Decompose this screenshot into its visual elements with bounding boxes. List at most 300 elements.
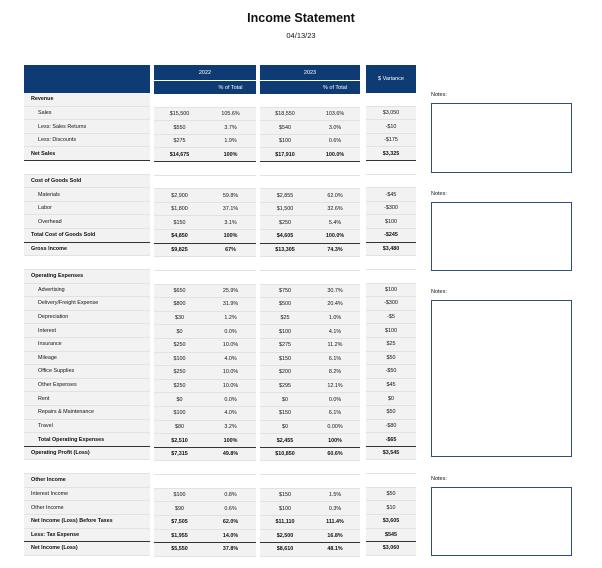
table-row: [366, 215, 416, 229]
table-row: [24, 243, 150, 257]
value-2023: $540: [279, 124, 291, 131]
table-row: [24, 120, 150, 134]
percent-2022: 4.0%: [224, 355, 237, 362]
table-row: [154, 448, 256, 462]
statement-date: 04/13/23: [286, 31, 316, 40]
percent-2022: 105.6%: [221, 110, 240, 117]
percent-2023: 0.3%: [328, 505, 342, 512]
variance-value: $50: [386, 409, 396, 416]
value-2023: $18,550: [275, 110, 295, 117]
table-row: [260, 312, 360, 326]
value-2022: $800: [173, 301, 186, 308]
table-row: [260, 339, 360, 353]
table-row: [366, 147, 416, 161]
table-row: [366, 433, 416, 447]
percent-2022: 37.1%: [222, 206, 239, 213]
table-row: [260, 366, 360, 380]
table-row: [24, 175, 150, 189]
percent-2022: 49.8%: [222, 451, 239, 458]
value-2022: $550: [173, 124, 186, 131]
table-row: [260, 516, 360, 530]
table-row: [24, 161, 150, 175]
variance-value: $50: [386, 490, 396, 497]
table-row: [154, 434, 256, 448]
table-row: [366, 175, 416, 189]
table-row: [366, 474, 416, 488]
table-row: [154, 530, 256, 544]
percent-2023: 4.1%: [328, 328, 342, 335]
table-row: [154, 502, 256, 516]
percent-2023: 48.1%: [327, 546, 343, 553]
percent-2023: 100.0%: [325, 233, 345, 240]
notes-box[interactable]: [431, 300, 572, 457]
variance-value: $3,480: [382, 246, 400, 252]
row-label: Cost of Goods Sold: [31, 177, 82, 184]
percent-2023: 74.3%: [327, 247, 343, 253]
notes-label: Notes:: [431, 92, 447, 98]
percent-2023: 111.4%: [326, 519, 344, 526]
table-row: [366, 229, 416, 243]
table-row: [24, 297, 150, 311]
value-2023: $25: [280, 315, 290, 322]
row-label: Total Operating Expenses: [38, 436, 105, 443]
percent-2022: 1.2%: [224, 315, 237, 322]
value-2023: $1,500: [276, 206, 294, 213]
value-2022: $30: [175, 315, 184, 322]
row-label: Total Cost of Goods Sold: [31, 232, 96, 239]
percent-2022: 0.0%: [224, 328, 237, 335]
table-row: [154, 285, 256, 299]
variance-value: $0: [388, 395, 394, 402]
table-row: [366, 297, 416, 311]
percent-2023: 20.4%: [327, 301, 343, 308]
table-row: [154, 135, 256, 149]
table-row: [260, 489, 360, 503]
table-row: [154, 353, 256, 367]
table-row: [260, 502, 360, 516]
table-row: [366, 338, 416, 352]
variance-value: -$300: [384, 300, 398, 307]
percent-2022: 25.9%: [222, 287, 239, 294]
value-2022: $250: [173, 342, 186, 349]
table-row: [366, 529, 416, 543]
percent-2022: 10.0%: [222, 383, 239, 390]
percent-2023: 103.6%: [325, 110, 345, 117]
value-2022: $90: [175, 505, 184, 512]
table-row: [260, 162, 360, 176]
table-row: [154, 475, 256, 489]
year-2022-block: [154, 65, 256, 557]
table-row: [24, 488, 150, 502]
table-row: [24, 270, 150, 284]
notes-label: Notes:: [431, 191, 447, 197]
variance-value: $100: [385, 286, 397, 293]
percent-2022: 100%: [223, 233, 238, 240]
percent-2022: 0.6%: [224, 505, 237, 512]
percent-2022: 59.8%: [222, 192, 239, 199]
table-row: [260, 353, 360, 367]
row-label: Other Income: [31, 477, 66, 484]
table-row: [24, 392, 150, 406]
percent-2022: 0.0%: [224, 396, 237, 403]
notes-box[interactable]: [431, 103, 572, 173]
table-row: [24, 256, 150, 270]
table-row: [154, 421, 256, 435]
variance-value: $3,605: [382, 518, 400, 525]
table-row: [260, 530, 360, 544]
percent-2023: 8.2%: [328, 369, 342, 376]
variance-value: -$175: [384, 137, 398, 144]
row-label: Depreciation: [38, 314, 69, 321]
table-row: [260, 230, 360, 244]
row-label: Labor: [38, 205, 52, 212]
value-2023: $295: [279, 383, 291, 390]
table-row: [366, 188, 416, 202]
value-2023: $500: [279, 301, 291, 308]
table-row: [260, 380, 360, 394]
percent-2023: 0.00%: [327, 423, 343, 430]
value-2022: $100: [173, 491, 186, 498]
row-label: Other Expenses: [38, 382, 77, 389]
table-row: [260, 407, 360, 421]
variance-value: $45: [386, 382, 396, 389]
table-row: [24, 311, 150, 325]
table-row: [24, 107, 150, 121]
table-row: [24, 365, 150, 379]
table-row: [260, 94, 360, 108]
row-label: Less: Tax Expense: [31, 531, 80, 538]
value-2023: $750: [279, 287, 291, 294]
table-row: [366, 515, 416, 529]
row-label: Operating Expenses: [31, 273, 84, 280]
row-label: Materials: [38, 191, 60, 198]
value-2022: $4,850: [171, 233, 188, 240]
variance-value: $3,060: [382, 545, 400, 552]
table-row: [154, 312, 256, 326]
table-row: [366, 107, 416, 121]
table-row: [154, 148, 256, 162]
table-row: [260, 189, 360, 203]
table-row: [24, 229, 150, 243]
value-2022: $275: [173, 138, 186, 145]
percent-2022: 10.0%: [222, 342, 239, 349]
variance-value: $545: [385, 531, 397, 538]
variance-value: -$5: [387, 314, 395, 321]
table-row: [154, 216, 256, 230]
variance-block: [366, 65, 416, 556]
value-2022: $15,500: [169, 110, 190, 117]
table-row: [154, 325, 256, 339]
table-row: [154, 162, 256, 176]
table-row: [24, 501, 150, 515]
table-row: [24, 188, 150, 202]
year-2022-subheader: [154, 80, 256, 94]
table-row: [24, 420, 150, 434]
table-row: [24, 474, 150, 488]
table-row: [366, 270, 416, 284]
value-2022: $14,675: [169, 151, 190, 158]
value-2023: $0: [282, 423, 288, 430]
table-row: [24, 202, 150, 216]
table-row: [24, 433, 150, 447]
percent-2023: 100.0%: [325, 151, 345, 158]
value-2023: $200: [279, 369, 291, 376]
table-row: [260, 216, 360, 230]
table-row: [366, 93, 416, 107]
table-row: [154, 407, 256, 421]
label-header: [24, 65, 150, 93]
table-row: [366, 420, 416, 434]
percent-2023: 1.5%: [328, 491, 342, 498]
table-row: [366, 161, 416, 175]
row-label: Repairs & Maintenance: [38, 409, 95, 416]
variance-value: $3,545: [382, 450, 400, 457]
table-row: [154, 176, 256, 190]
table-row: [24, 352, 150, 366]
variance-value: $10: [386, 504, 396, 511]
table-row: [260, 203, 360, 217]
table-row: [260, 148, 360, 162]
table-row: [260, 325, 360, 339]
value-2022: $250: [173, 369, 186, 376]
value-2023: $150: [279, 355, 291, 362]
value-2022: $100: [173, 410, 186, 417]
table-row: [366, 542, 416, 556]
row-label: Overhead: [38, 218, 62, 225]
table-row: [24, 460, 150, 474]
table-row: [260, 271, 360, 285]
value-2023: $2,455: [276, 437, 294, 444]
table-row: [24, 93, 150, 107]
table-row: [154, 108, 256, 122]
row-label: Delivery/Freight Expense: [38, 300, 99, 307]
row-label: Revenue: [31, 96, 54, 103]
row-label: Less: Sales Returns: [38, 123, 87, 130]
table-row: [24, 379, 150, 393]
row-label: Other Income: [31, 504, 64, 511]
table-row: [154, 489, 256, 503]
row-label: Office Supplies: [38, 368, 75, 375]
table-row: [24, 542, 150, 556]
table-row: [24, 529, 150, 543]
table-row: [366, 392, 416, 406]
percent-2022: 100%: [223, 437, 238, 444]
value-2023: $250: [279, 219, 291, 226]
table-row: [260, 475, 360, 489]
value-2023: $100: [279, 505, 291, 512]
table-row: [366, 488, 416, 502]
percent-2023: 12.1%: [327, 383, 343, 390]
value-2023: $0: [282, 396, 288, 403]
table-row: [24, 324, 150, 338]
table-row: [366, 365, 416, 379]
variance-value: -$300: [384, 205, 398, 212]
percent-2023: 62.0%: [327, 192, 343, 199]
row-label: Net Income (Loss): [31, 545, 78, 552]
value-2022: $2,900: [171, 192, 188, 199]
value-2022: $9,825: [171, 247, 188, 253]
variance-value: $100: [385, 218, 397, 225]
table-row: [260, 448, 360, 462]
year-2023-header: 2023: [260, 65, 360, 80]
variance-value: -$45: [385, 191, 397, 198]
value-2023: $100: [279, 328, 291, 335]
row-label: Less: Discounts: [38, 137, 77, 144]
percent-2023: 0.0%: [328, 396, 342, 403]
table-row: [260, 176, 360, 190]
percent-2022: 100%: [223, 151, 238, 158]
table-row: [260, 285, 360, 299]
percent-2022: 10.0%: [222, 369, 239, 376]
value-2023: $10,850: [275, 451, 295, 458]
percent-2022: 62.0%: [222, 519, 239, 526]
value-2023: $100: [279, 138, 291, 145]
table-row: [366, 256, 416, 270]
table-row: [366, 134, 416, 148]
value-2023: $2,500: [276, 532, 294, 539]
table-row: [24, 406, 150, 420]
percent-2022: 14.0%: [222, 532, 239, 539]
year-2022-header: 2022: [154, 65, 256, 80]
table-row: [366, 324, 416, 338]
percent-2022: 1.9%: [224, 138, 237, 145]
table-row: [260, 108, 360, 122]
table-row: [260, 543, 360, 557]
year-2023-pct-header: % of Total: [322, 84, 348, 91]
percent-2022: 67%: [225, 247, 236, 253]
value-2022: $2,510: [171, 437, 188, 444]
percent-2022: 3.7%: [224, 124, 237, 131]
percent-2023: 16.8%: [327, 532, 343, 539]
row-label: Rent: [38, 395, 50, 402]
table-row: [154, 94, 256, 108]
table-row: [154, 230, 256, 244]
table-row: [366, 406, 416, 420]
value-2022: $7,315: [171, 451, 188, 458]
value-2022: $7,505: [171, 519, 188, 526]
table-row: [366, 243, 416, 257]
table-row: [154, 203, 256, 217]
value-2022: $250: [173, 383, 186, 390]
row-label: Travel: [38, 422, 53, 429]
year-2023-block: [260, 65, 360, 557]
value-2022: $80: [175, 423, 184, 430]
percent-2022: 31.9%: [222, 301, 239, 308]
table-row: [154, 366, 256, 380]
variance-value: -$245: [384, 232, 398, 239]
table-row: [24, 284, 150, 298]
table-row: [154, 339, 256, 353]
table-row: [24, 338, 150, 352]
table-row: [154, 271, 256, 285]
table-row: [366, 352, 416, 366]
year-2023-subheader: [260, 80, 360, 94]
table-row: [260, 298, 360, 312]
percent-2023: 32.6%: [327, 206, 343, 213]
variance-value: $3,325: [382, 150, 400, 157]
value-2022: $1,955: [171, 532, 188, 539]
value-2023: $150: [279, 491, 291, 498]
percent-2023: 1.0%: [328, 315, 342, 322]
percent-2023: 0.6%: [328, 138, 342, 145]
table-row: [366, 284, 416, 298]
table-row: [260, 121, 360, 135]
row-label: Sales: [38, 109, 52, 116]
table-row: [24, 215, 150, 229]
percent-2023: 6.1%: [328, 355, 342, 362]
value-2022: $0: [176, 396, 183, 403]
table-row: [366, 202, 416, 216]
table-row: [260, 461, 360, 475]
value-2023: $17,910: [275, 151, 295, 158]
percent-2023: 100%: [328, 437, 342, 444]
notes-box[interactable]: [431, 202, 572, 271]
table-row: [366, 379, 416, 393]
value-2022: $0: [176, 328, 183, 335]
table-row: [24, 515, 150, 529]
notes-box[interactable]: [431, 487, 572, 556]
row-label: Interest: [38, 327, 56, 334]
table-row: [260, 244, 360, 258]
table-row: [260, 421, 360, 435]
row-label: Net Sales: [31, 150, 56, 157]
percent-2023: 6.1%: [328, 410, 342, 417]
table-row: [154, 298, 256, 312]
variance-value: $3,050: [382, 109, 400, 116]
value-2022: $100: [173, 355, 186, 362]
table-row: [154, 189, 256, 203]
variance-value: -$50: [385, 368, 397, 375]
row-label: Advertising: [38, 286, 65, 293]
row-label: Mileage: [38, 354, 57, 361]
table-row: [154, 516, 256, 530]
table-row: [24, 447, 150, 461]
row-label: Operating Profit (Loss): [31, 450, 90, 457]
percent-2023: 30.7%: [327, 287, 343, 294]
value-2022: $650: [173, 287, 186, 294]
row-label: Gross Income: [31, 246, 67, 252]
table-row: [260, 135, 360, 149]
percent-2023: 60.6%: [327, 451, 343, 458]
table-row: [260, 257, 360, 271]
table-row: [260, 434, 360, 448]
notes-label: Notes:: [431, 476, 447, 482]
percent-2022: 37.8%: [222, 546, 239, 553]
variance-value: $100: [385, 327, 397, 334]
percent-2022: 0.8%: [224, 491, 237, 498]
table-row: [154, 121, 256, 135]
table-row: [366, 460, 416, 474]
value-2023: $4,605: [276, 233, 294, 240]
table-row: [154, 393, 256, 407]
variance-header: $ Variance: [366, 65, 416, 93]
value-2023: $2,855: [276, 192, 294, 199]
page-title: Income Statement: [247, 11, 355, 25]
percent-2023: 5.4%: [328, 219, 342, 226]
row-label: Interest Income: [31, 490, 69, 497]
table-row: [24, 134, 150, 148]
percent-2022: 4.0%: [224, 410, 237, 417]
table-row: [366, 447, 416, 461]
table-row: [154, 244, 256, 258]
variance-value: -$65: [385, 436, 397, 443]
year-2022-pct-header: % of Total: [218, 84, 243, 91]
table-row: [154, 257, 256, 271]
value-2023: $275: [279, 342, 291, 349]
table-row: [154, 543, 256, 557]
label-column: [24, 65, 150, 556]
table-row: [154, 461, 256, 475]
